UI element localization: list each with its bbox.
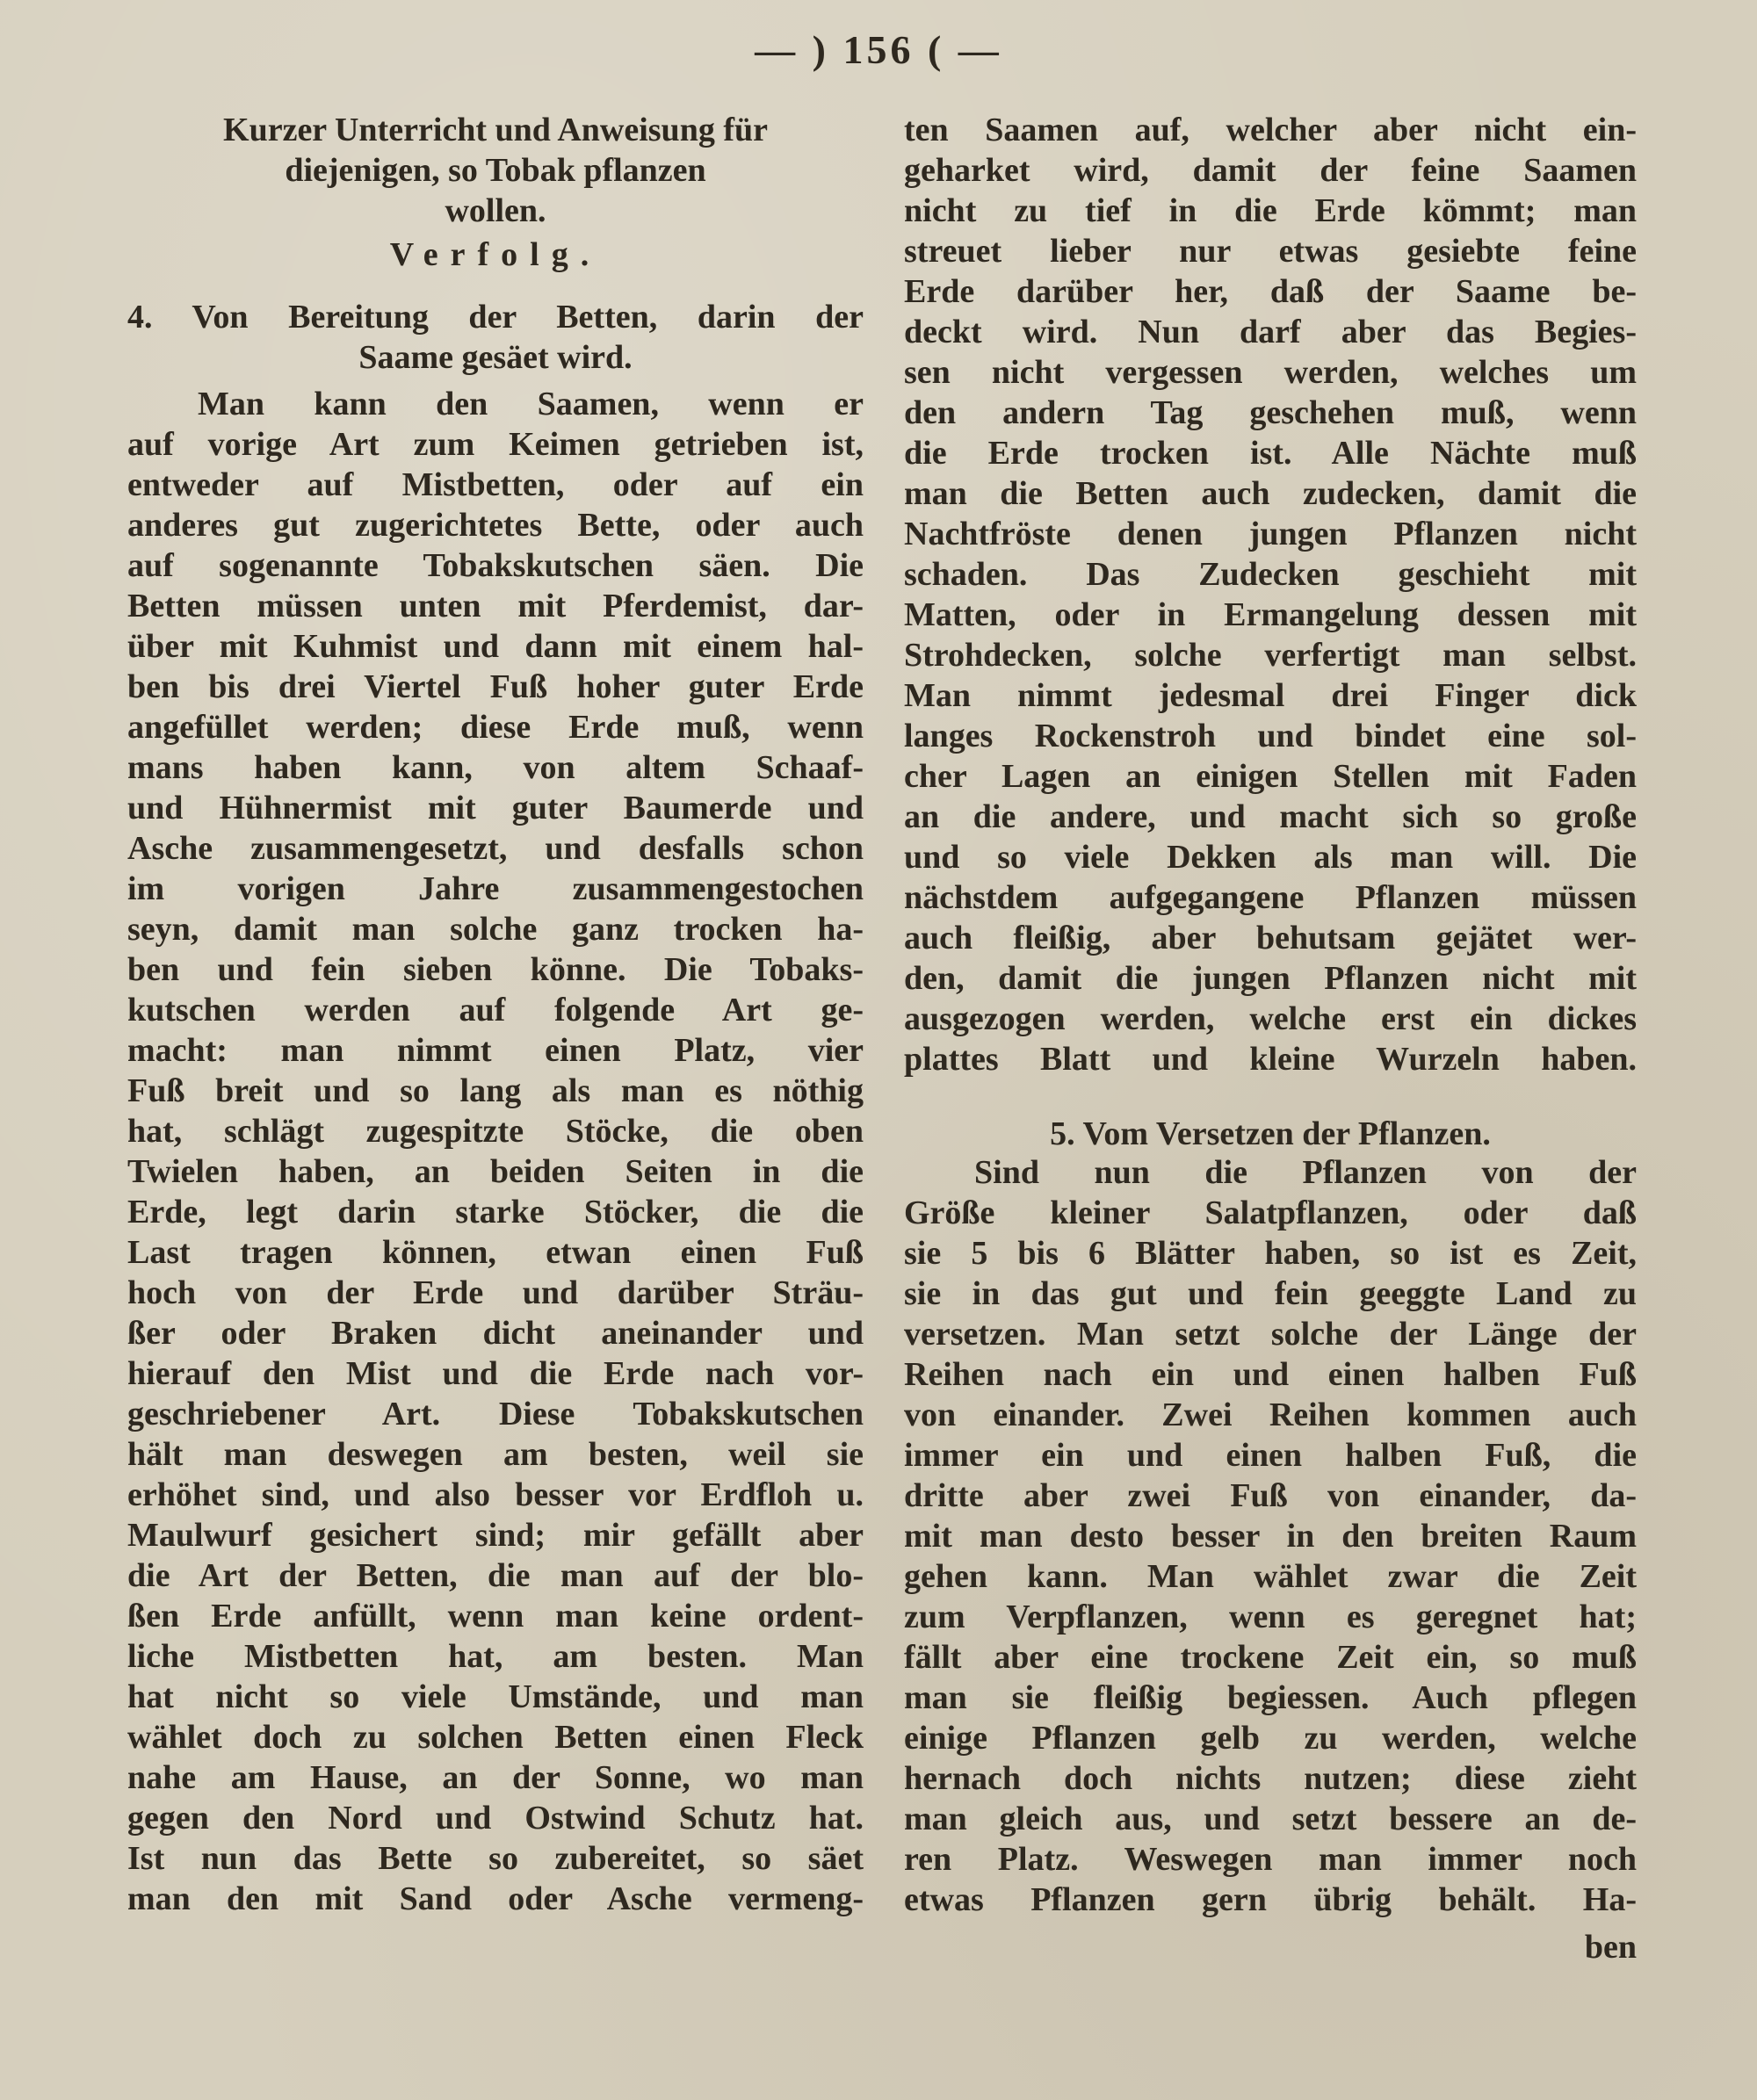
subtitle: Verfolg. <box>389 236 602 273</box>
text-line: Matten, oder in Ermangelung dessen mit <box>904 596 1637 633</box>
text-line: auf vorige Art zum Keimen getrieben ist, <box>127 426 864 463</box>
text-line: zum Verpflanzen, wenn es geregnet hat; <box>904 1598 1637 1635</box>
text-line: einige Pflanzen gelb zu werden, welche <box>904 1720 1637 1757</box>
text-line: angefüllet werden; diese Erde muß, wenn <box>127 709 864 746</box>
text-line: hierauf den Mist und die Erde nach vor- <box>127 1355 864 1392</box>
text-line: Fuß breit und so lang als man es nöthig <box>127 1072 864 1109</box>
text-line: gegen den Nord und Ostwind Schutz hat. <box>127 1800 864 1837</box>
right-body-text-a <box>904 110 1637 1079</box>
article-title <box>127 110 864 231</box>
text-line: und Hühnermist mit guter Baumerde und <box>127 790 864 826</box>
text-line: an die andere, und macht sich so große <box>904 798 1637 835</box>
text-line: mans haben kann, von altem Schaaf- <box>127 749 864 786</box>
text-line: man den mit Sand oder Asche vermeng- <box>127 1880 864 1917</box>
text-line: Man nimmt jedesmal drei Finger dick <box>904 677 1637 714</box>
text-line: ßer oder Braken dicht aneinander und <box>127 1315 864 1352</box>
catchword: ben <box>1584 1929 1637 1966</box>
text-line: langes Rockenstroh und bindet eine sol- <box>904 718 1637 754</box>
text-line: plattes Blatt und kleine Wurzeln haben. <box>904 1041 1637 1078</box>
text-line: anderes gut zugerichtetes Bette, oder auch <box>127 507 864 544</box>
text-line: man gleich aus, und setzt bessere an de- <box>904 1801 1637 1837</box>
text-line: ausgezogen werden, welche erst ein dickes <box>904 1000 1637 1037</box>
text-line: Man kann den Saamen, wenn er <box>198 386 864 422</box>
text-line: sen nicht vergessen werden, welches um <box>904 354 1637 391</box>
right-body-text-b <box>904 1152 1637 1920</box>
text-line: kutschen werden auf folgende Art ge- <box>127 992 864 1028</box>
text-line: streuet lieber nur etwas gesiebte feine <box>904 233 1637 270</box>
text-line: hat, schlägt zugespitzte Stöcke, die oben <box>127 1113 864 1150</box>
heading-line: Saame gesäet wird. <box>358 339 633 376</box>
text-line: geschriebener Art. Diese Tobakskutschen <box>127 1396 864 1432</box>
text-line: nahe am Hause, an der Sonne, wo man <box>127 1759 864 1796</box>
text-line: nicht zu tief in die Erde kömmt; man <box>904 192 1637 229</box>
text-line: Betten müssen unten mit Pferdemist, dar- <box>127 588 864 624</box>
text-line: Reihen nach ein und einen halben Fuß <box>904 1356 1637 1393</box>
text-line: hoch von der Erde und darüber Sträu- <box>127 1274 864 1311</box>
text-line: ben bis drei Viertel Fuß hoher guter Erde <box>127 668 864 705</box>
text-line: liche Mistbetten hat, am besten. Man <box>127 1638 864 1675</box>
text-line: über mit Kuhmist und dann mit einem hal- <box>127 628 864 665</box>
text-line: ten Saamen auf, welcher aber nicht ein- <box>904 112 1637 148</box>
text-line: seyn, damit man solche ganz trocken ha- <box>127 911 864 948</box>
text-line: den, damit die jungen Pflanzen nicht mit <box>904 960 1637 997</box>
text-line: Last tragen können, etwan einen Fuß <box>127 1234 864 1271</box>
text-line: etwas Pflanzen gern übrig behält. Ha- <box>904 1881 1637 1918</box>
text-line: fällt aber eine trockene Zeit ein, so muß <box>904 1639 1637 1676</box>
text-line: immer ein und einen halben Fuß, die <box>904 1437 1637 1474</box>
text-line: mit man desto besser in den breiten Raum <box>904 1518 1637 1555</box>
text-line: ren Platz. Weswegen man immer noch <box>904 1841 1637 1878</box>
text-line: Nachtfröste denen jungen Pflanzen nicht <box>904 516 1637 552</box>
text-line: sie in das gut und fein geeggte Land zu <box>904 1275 1637 1312</box>
text-line: dritte aber zwei Fuß von einander, da- <box>904 1477 1637 1514</box>
text-line: gehen kann. Man wählet zwar die Zeit <box>904 1558 1637 1595</box>
text-line: man die Betten auch zudecken, damit die <box>904 475 1637 512</box>
heading-line: 4. Von Bereitung der Betten, darin der <box>127 299 864 336</box>
title-line: wollen. <box>445 192 546 229</box>
text-line: geharket wird, damit der feine Saamen <box>904 152 1637 189</box>
text-line: ßen Erde anfüllt, wenn man keine ordent- <box>127 1598 864 1635</box>
page-number: — ) 156 ( — <box>755 27 1002 72</box>
text-line: wählet doch zu solchen Betten einen Fleck <box>127 1719 864 1756</box>
text-line: den andern Tag geschehen muß, wenn <box>904 394 1637 431</box>
text-line: Erde, legt darin starke Stöcker, die die <box>127 1194 864 1230</box>
text-line: Asche zusammengesetzt, und desfalls schon <box>127 830 864 867</box>
text-line: schaden. Das Zudecken geschieht mit <box>904 556 1637 593</box>
text-line: die Erde trocken ist. Alle Nächte muß <box>904 435 1637 472</box>
text-line: Ist nun das Bette so zubereitet, so säet <box>127 1840 864 1877</box>
text-line: auf sogenannte Tobakskutschen säen. Die <box>127 547 864 584</box>
text-line: hält man deswegen am besten, weil sie <box>127 1436 864 1473</box>
text-line: Größe kleiner Salatpflanzen, oder daß <box>904 1194 1637 1231</box>
text-line: Erde darüber her, daß der Saame be- <box>904 273 1637 310</box>
text-line: die Art der Betten, die man auf der blo- <box>127 1557 864 1594</box>
text-line: Sind nun die Pflanzen von der <box>974 1154 1637 1191</box>
text-line: Maulwurf gesichert sind; mir gefällt aber <box>127 1517 864 1554</box>
text-line: auch fleißig, aber behutsam gejätet wer- <box>904 920 1637 956</box>
text-line: erhöhet sind, und also besser vor Erdfloh u. <box>127 1476 864 1513</box>
text-line: hernach doch nichts nutzen; diese zieht <box>904 1760 1637 1797</box>
text-line: nächstdem aufgegangene Pflanzen müssen <box>904 879 1637 916</box>
text-line: Twielen haben, an beiden Seiten in die <box>127 1153 864 1190</box>
text-line: macht: man nimmt einen Platz, vier <box>127 1032 864 1069</box>
text-line: ben und fein sieben könne. Die Tobaks- <box>127 951 864 988</box>
text-line: hat nicht so viele Umstände, und man <box>127 1678 864 1715</box>
title-line: diejenigen, so Tobak pflanzen <box>285 152 706 189</box>
text-line: man sie fleißig begiessen. Auch pflegen <box>904 1679 1637 1716</box>
text-line: Strohdecken, solche verfertigt man selbst. <box>904 637 1637 674</box>
section-heading-5: 5. Vom Versetzen der Pflanzen. <box>1050 1115 1491 1152</box>
text-line: versetzen. Man setzt solche der Länge der <box>904 1316 1637 1353</box>
text-line: von einander. Zwei Reihen kommen auch <box>904 1396 1637 1433</box>
text-line: und so viele Dekken als man will. Die <box>904 839 1637 876</box>
text-line: im vorigen Jahre zusammengestochen <box>127 870 864 907</box>
left-body-text <box>127 384 864 1919</box>
text-line: cher Lagen an einigen Stellen mit Faden <box>904 758 1637 795</box>
text-line: sie 5 bis 6 Blätter haben, so ist es Zeit, <box>904 1235 1637 1272</box>
section-heading-4 <box>127 297 864 378</box>
title-line: Kurzer Unterricht und Anweisung für <box>223 112 768 148</box>
text-line: entweder auf Mistbetten, oder auf ein <box>127 466 864 503</box>
text-line: deckt wird. Nun darf aber das Begies- <box>904 314 1637 350</box>
